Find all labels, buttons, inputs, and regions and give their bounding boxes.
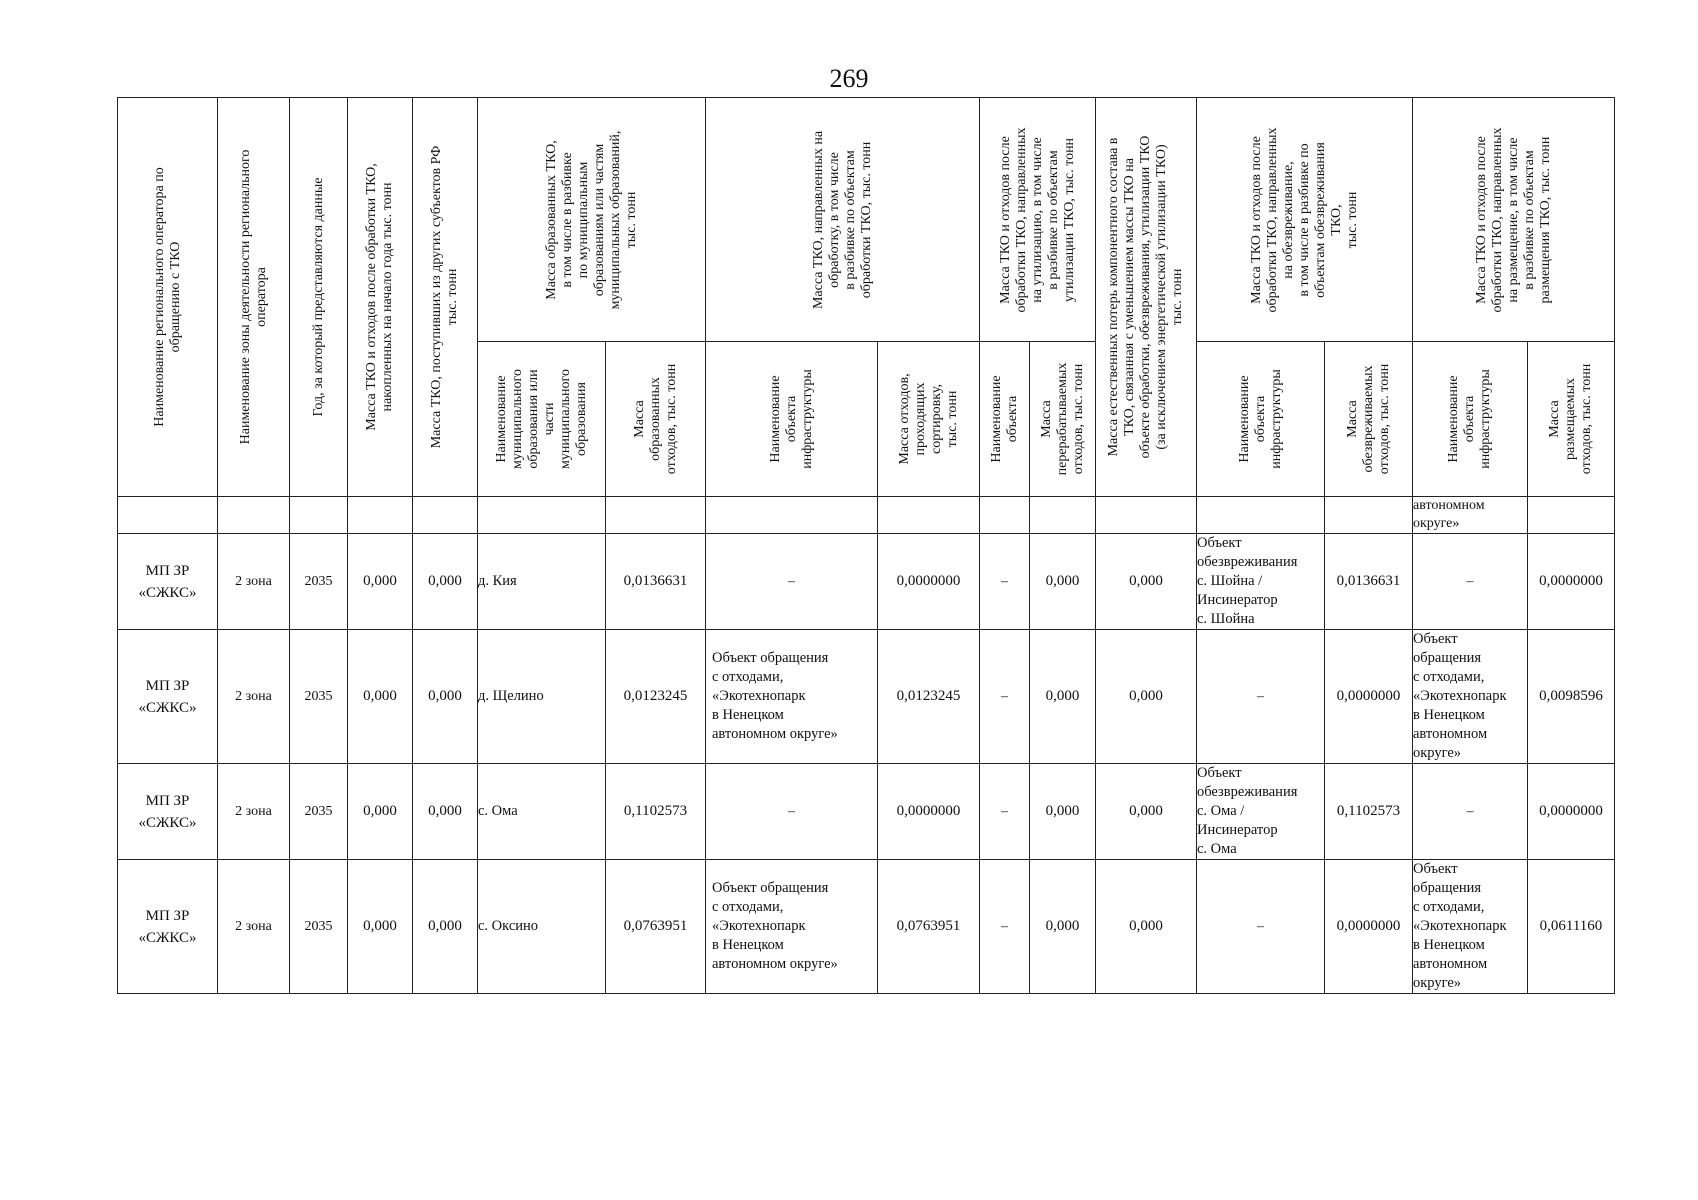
cell-mo-name: д. Щелино <box>478 630 606 764</box>
cell-place-mass: 0,0098596 <box>1528 630 1615 764</box>
cell-operator: МП ЗР «СЖКС» <box>118 860 218 994</box>
cell-mass-start: 0,000 <box>348 534 413 630</box>
header-neutral-mass: Масса обезвреживаемых отходов, тыс. тонн <box>1325 342 1413 497</box>
header-mass-from-rf: Масса ТКО, поступивших из других субъектов РФ тыс. тонн <box>413 98 478 497</box>
cell-mass-start: 0,000 <box>348 860 413 994</box>
header-losses: Масса естественных потерь компонентного состава в ТКО, связанная с уменьшением массы ТКО на объекте обработки, обезвреживания, утилизации ТКО (за исключением энергетической утилизации ТКО) тыс. тонн <box>1096 98 1197 497</box>
cell-zone: 2 зона <box>218 534 290 630</box>
header-neutral-name: Наименование объекта инфраструктуры <box>1197 342 1325 497</box>
cell-proc-name: – <box>706 534 878 630</box>
cell-proc-name: Объект обращения с отходами, «Экотехнопарк в Ненецком автономном округе» <box>706 860 878 994</box>
cell-neut-name: Объект обезвреживания с. Шойна / Инсинератор с. Шойна <box>1197 534 1325 630</box>
cell-mass-from-rf: 0,000 <box>413 764 478 860</box>
page-number: 269 <box>829 64 869 93</box>
cell-zone: 2 зона <box>218 860 290 994</box>
header-processing-group: Масса ТКО, направленных на обработку, в том числе в разбивке по объектам обработки ТКО, тыс. тонн <box>706 98 980 342</box>
cell-proc-mass: 0,0123245 <box>878 630 980 764</box>
cell-mo-name: с. Ома <box>478 764 606 860</box>
cell-zone: 2 зона <box>218 764 290 860</box>
cell-place-name: – <box>1413 534 1528 630</box>
cell-losses: 0,000 <box>1096 534 1197 630</box>
cell-util-mass: 0,000 <box>1030 860 1096 994</box>
cell-util-mass: 0,000 <box>1030 534 1096 630</box>
cell-place-name: Объект обращения с отходами, «Экотехнопарк в Ненецком автономном округе» <box>1413 630 1528 764</box>
cell-mass-from-rf: 0,000 <box>413 630 478 764</box>
header-formed-mass: Масса образованных отходов, тыс. тонн <box>606 342 706 497</box>
header-row-1 <box>118 98 1615 342</box>
cell-year: 2035 <box>290 630 348 764</box>
continuation-text: автономном округе» <box>1413 497 1528 534</box>
cell-proc-mass: 0,0000000 <box>878 764 980 860</box>
cell-util-name: – <box>980 534 1030 630</box>
header-utilization-name: Наименование объекта <box>980 342 1030 497</box>
header-zone: Наименование зоны деятельности регионального оператора <box>218 98 290 497</box>
header-neutral-group: Масса ТКО и отходов после обработки ТКО, направленных на обезвреживание, в том числе в разбивке по объектам обезвреживания ТКО, тыс. тонн <box>1197 98 1413 342</box>
cell-util-name: – <box>980 764 1030 860</box>
cell-year: 2035 <box>290 764 348 860</box>
cell-losses: 0,000 <box>1096 630 1197 764</box>
header-formed-name: Наименование муниципального образования или части муниципального образования <box>478 342 606 497</box>
cell-mass-from-rf: 0,000 <box>413 860 478 994</box>
table-row <box>118 764 1615 860</box>
header-utilization-mass: Масса перерабатываемых отходов, тыс. тонн <box>1030 342 1096 497</box>
data-table <box>117 97 1615 994</box>
cell-place-mass: 0,0611160 <box>1528 860 1615 994</box>
cell-losses: 0,000 <box>1096 764 1197 860</box>
table-row <box>118 630 1615 764</box>
cell-util-mass: 0,000 <box>1030 764 1096 860</box>
cell-year: 2035 <box>290 860 348 994</box>
header-processing-name: Наименование объекта инфраструктуры <box>706 342 878 497</box>
cell-place-mass: 0,0000000 <box>1528 534 1615 630</box>
table-row <box>118 534 1615 630</box>
header-processing-mass: Масса отходов, проходящих сортировку, тыс. тонн <box>878 342 980 497</box>
cell-operator: МП ЗР «СЖКС» <box>118 764 218 860</box>
continuation-row <box>118 497 1615 534</box>
cell-mass-start: 0,000 <box>348 630 413 764</box>
cell-proc-name: Объект обращения с отходами, «Экотехнопарк в Ненецком автономном округе» <box>706 630 878 764</box>
cell-mo-name: д. Кия <box>478 534 606 630</box>
cell-place-name: – <box>1413 764 1528 860</box>
table-row <box>118 860 1615 994</box>
cell-place-name: Объект обращения с отходами, «Экотехнопарк в Ненецком автономном округе» <box>1413 860 1528 994</box>
cell-neut-name: – <box>1197 630 1325 764</box>
header-placement-mass: Масса размещаемых отходов, тыс. тонн <box>1528 342 1615 497</box>
header-formed-group: Масса образованных ТКО, в том числе в разбивке по муниципальным образованиям или частям муниципальных образований, тыс. тонн <box>478 98 706 342</box>
cell-mo-mass: 0,0123245 <box>606 630 706 764</box>
cell-util-mass: 0,000 <box>1030 630 1096 764</box>
cell-neut-mass: 0,0000000 <box>1325 630 1413 764</box>
cell-losses: 0,000 <box>1096 860 1197 994</box>
cell-zone: 2 зона <box>218 630 290 764</box>
cell-util-name: – <box>980 860 1030 994</box>
cell-proc-name: – <box>706 764 878 860</box>
cell-mo-mass: 0,1102573 <box>606 764 706 860</box>
cell-neut-mass: 0,1102573 <box>1325 764 1413 860</box>
cell-mass-start: 0,000 <box>348 764 413 860</box>
header-mass-start: Масса ТКО и отходов после обработки ТКО, накопленных на начало года тыс. тонн <box>348 98 413 497</box>
cell-neut-mass: 0,0000000 <box>1325 860 1413 994</box>
cell-neut-name: – <box>1197 860 1325 994</box>
cell-mo-mass: 0,0136631 <box>606 534 706 630</box>
cell-mass-from-rf: 0,000 <box>413 534 478 630</box>
header-placement-group: Масса ТКО и отходов после обработки ТКО, направленных на размещение, в том числе в разбивке по объектам размещения ТКО, тыс. тонн <box>1413 98 1615 342</box>
cell-util-name: – <box>980 630 1030 764</box>
cell-proc-mass: 0,0000000 <box>878 534 980 630</box>
cell-operator: МП ЗР «СЖКС» <box>118 534 218 630</box>
cell-proc-mass: 0,0763951 <box>878 860 980 994</box>
cell-operator: МП ЗР «СЖКС» <box>118 630 218 764</box>
cell-mo-name: с. Оксино <box>478 860 606 994</box>
cell-neut-name: Объект обезвреживания с. Ома / Инсинератор с. Ома <box>1197 764 1325 860</box>
cell-neut-mass: 0,0136631 <box>1325 534 1413 630</box>
cell-place-mass: 0,0000000 <box>1528 764 1615 860</box>
header-utilization-group: Масса ТКО и отходов после обработки ТКО, направленных на утилизацию, в том числе в разбивке по объектам утилизации ТКО, тыс. тонн <box>980 98 1096 342</box>
header-operator: Наименование регионального оператора по обращению с ТКО <box>118 98 218 497</box>
cell-year: 2035 <box>290 534 348 630</box>
cell-mo-mass: 0,0763951 <box>606 860 706 994</box>
header-year: Год, за который представляются данные <box>290 98 348 497</box>
header-placement-name: Наименование объекта инфраструктуры <box>1413 342 1528 497</box>
